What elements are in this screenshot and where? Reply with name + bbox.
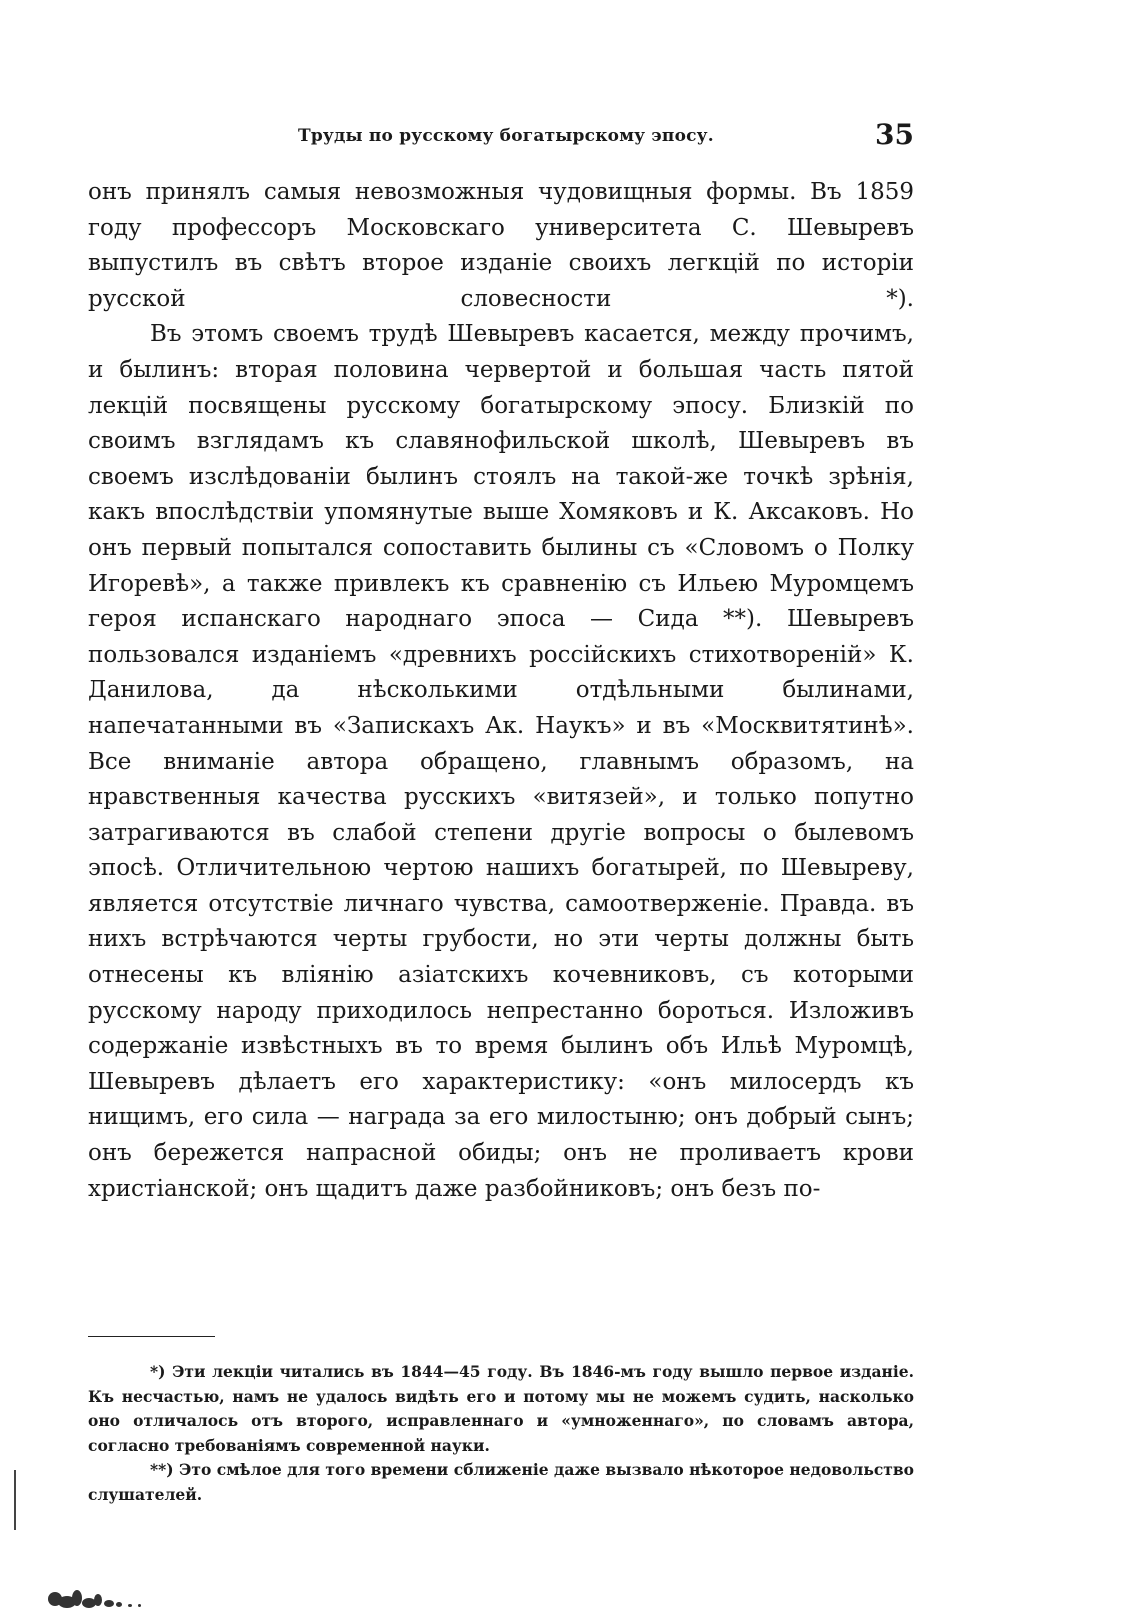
running-title: Труды по русскому богатырскому эпосу. bbox=[298, 126, 714, 146]
footnote-2: **) Это смѣлое для того времени сближеніе даже вызвало нѣкоторое недовольство слушателей. bbox=[88, 1460, 914, 1504]
page-header bbox=[88, 118, 914, 158]
footnote-1: *) Эти лекціи читались въ 1844—45 году. Въ 1846-мъ году вышло первое изданіе. Къ несчастью, намъ не удалось видѣть его и потому мы не можемъ судить, насколько оно отличалось отъ второго, исправленнаго и «умноженнаго», по словамъ автора, согласно требованіямъ современной науки. bbox=[88, 1362, 914, 1455]
paragraph-2: Въ этомъ своемъ трудѣ Шевыревъ касается, между прочимъ, и былинъ: вторая половина червертой и большая часть пятой лекцій посвящены русскому богатырскому эпосу. Близкій по своимъ взглядамъ къ славянофильской школѣ, Шевыревъ въ своемъ изслѣдованіи былинъ стоялъ на такой-же точкѣ зрѣнія, какъ впослѣдствіи упомянутые выше Хомяковъ и К. Аксаковъ. Но онъ первый попытался сопоставить былины съ «Словомъ о Полку Игоревѣ», а также привлекъ къ сравненію съ Ильею Муромцемъ героя испанскаго народнаго эпоса — Сида **). Шевыревъ пользовался изданіемъ «древнихъ россійскихъ стихотвореній» К. Данилова, да нѣсколькими отдѣльными былинами, напечатанными въ «Запискахъ Ак. Наукъ» и въ «Москвитятинѣ». Все вниманіе автора обращено, главнымъ образомъ, на нравственныя качества русскихъ «витязей», и только попутно затрагиваются въ слабой степени другіе вопросы о былевомъ эпосѣ. Отличительною чертою нашихъ богатырей, по Шевыреву, является отсутствіе личнаго чувства, самоотверженіе. Правда. въ нихъ встрѣчаются черты грубости, но эти черты должны быть отнесены къ вліянію азіатскихъ кочевниковъ, съ которыми русскому народу приходилось непрестанно бороться. Изложивъ содержаніе извѣстныхъ въ то время былинъ объ Ильѣ Муромцѣ, Шевыревъ дѣлаетъ его характеристику: «онъ милосердъ къ нищимъ, его сила — награда за его милостыню; онъ добрый сынъ; онъ бережется напрасной обиды; онъ не проливаетъ крови христіанской; онъ щадитъ даже разбойниковъ; онъ безъ по- bbox=[88, 321, 914, 1202]
footnotes bbox=[88, 1360, 914, 1507]
page-number: 35 bbox=[875, 118, 914, 151]
main-text bbox=[88, 175, 914, 1207]
scan-artifact-marks bbox=[48, 1582, 148, 1612]
scan-edge-line bbox=[14, 1470, 16, 1530]
footnote-rule bbox=[88, 1336, 215, 1337]
paragraph-1: онъ принялъ самыя невозможныя чудовищныя формы. Въ 1859 году профессоръ Московскаго университета С. Шевыревъ выпустилъ въ свѣтъ второе изданіе своихъ легкцій по исторіи русской словесности *). bbox=[88, 179, 914, 312]
